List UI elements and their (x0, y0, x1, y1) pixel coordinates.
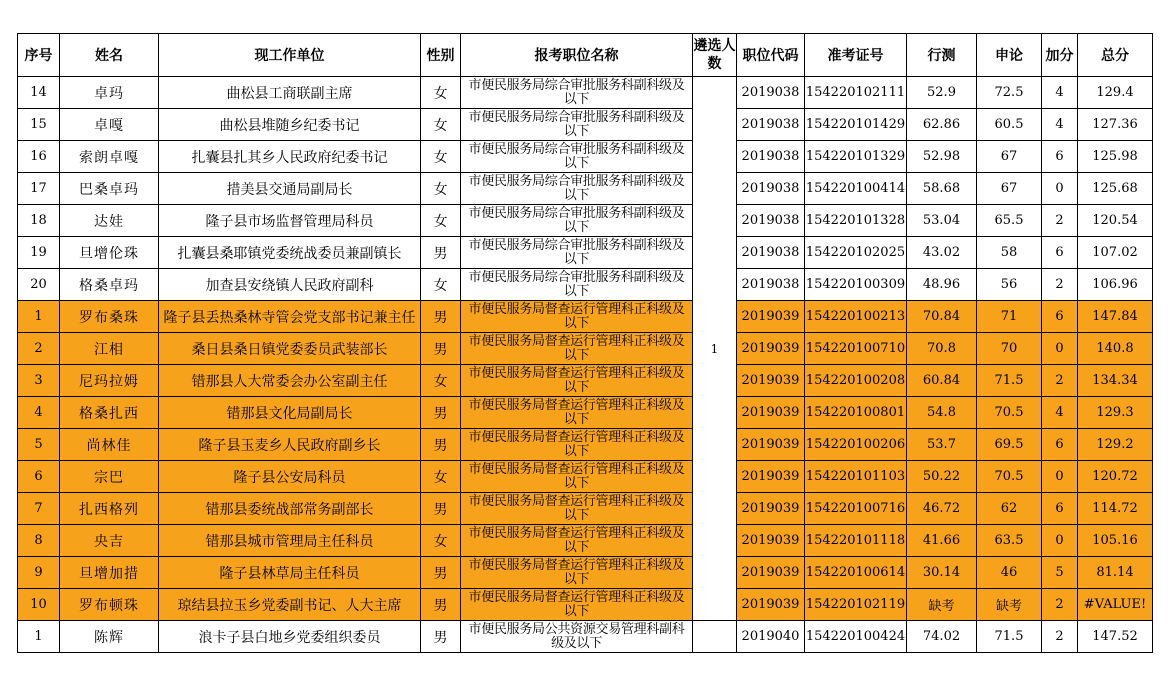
cell-seq: 18 (18, 205, 60, 237)
cell-code: 2019039 (737, 365, 805, 397)
cell-seq: 19 (18, 237, 60, 269)
cell-unit: 曲松县堆随乡纪委书记 (159, 109, 421, 141)
header-xingce: 行测 (907, 34, 977, 77)
cell-total: 81.14 (1078, 557, 1153, 589)
cell-position: 市便民服务局督查运行管理科正科级及以下 (461, 557, 693, 589)
cell-exam-no: 154220100309 (805, 269, 907, 301)
table-row (18, 237, 1153, 269)
table-body (18, 77, 1153, 653)
cell-name: 旦增加措 (60, 557, 159, 589)
cell-code: 2019039 (737, 493, 805, 525)
cell-bonus: 4 (1042, 109, 1078, 141)
cell-xingce: 50.22 (907, 461, 977, 493)
cell-gender: 男 (421, 557, 461, 589)
table-row (18, 461, 1153, 493)
header-code: 职位代码 (737, 34, 805, 77)
header-exam-no: 准考证号 (805, 34, 907, 77)
cell-bonus: 2 (1042, 589, 1078, 621)
cell-exam-no: 154220100801 (805, 397, 907, 429)
cell-unit: 错那县人大常委会办公室副主任 (159, 365, 421, 397)
cell-shenlun: 72.5 (977, 77, 1042, 109)
cell-gender: 男 (421, 237, 461, 269)
cell-total: 147.84 (1078, 301, 1153, 333)
cell-xingce: 53.7 (907, 429, 977, 461)
cell-unit: 琼结县拉玉乡党委副书记、人大主席 (159, 589, 421, 621)
cell-position: 市便民服务局督查运行管理科正科级及以下 (461, 525, 693, 557)
cell-bonus: 6 (1042, 301, 1078, 333)
cell-shenlun: 46 (977, 557, 1042, 589)
cell-xingce: 58.68 (907, 173, 977, 205)
cell-name: 罗布顿珠 (60, 589, 159, 621)
cell-seq: 15 (18, 109, 60, 141)
cell-code: 2019039 (737, 461, 805, 493)
cell-xingce: 70.84 (907, 301, 977, 333)
cell-total: 105.16 (1078, 525, 1153, 557)
cell-total: 107.02 (1078, 237, 1153, 269)
cell-code: 2019038 (737, 109, 805, 141)
cell-name: 罗布桑珠 (60, 301, 159, 333)
cell-xingce: 30.14 (907, 557, 977, 589)
cell-bonus: 2 (1042, 205, 1078, 237)
cell-name: 卓玛 (60, 77, 159, 109)
cell-code: 2019039 (737, 557, 805, 589)
cell-position: 市便民服务局综合审批服务科副科级及以下 (461, 141, 693, 173)
cell-unit: 扎囊县桑耶镇党委统战委员兼副镇长 (159, 237, 421, 269)
cell-name: 卓嘎 (60, 109, 159, 141)
cell-unit: 隆子县市场监督管理局科员 (159, 205, 421, 237)
cell-position: 市便民服务局综合审批服务科副科级及以下 (461, 237, 693, 269)
cell-total: 106.96 (1078, 269, 1153, 301)
cell-name: 巴桑卓玛 (60, 173, 159, 205)
cell-exam-no: 154220101329 (805, 141, 907, 173)
cell-shenlun: 67 (977, 173, 1042, 205)
cell-name: 格桑扎西 (60, 397, 159, 429)
cell-shenlun: 58 (977, 237, 1042, 269)
header-bonus: 加分 (1042, 34, 1078, 77)
cell-bonus: 4 (1042, 397, 1078, 429)
table-row (18, 365, 1153, 397)
table-row (18, 173, 1153, 205)
cell-bonus: 2 (1042, 269, 1078, 301)
cell-position: 市便民服务局综合审批服务科副科级及以下 (461, 77, 693, 109)
cell-unit: 加查县安绕镇人民政府副科 (159, 269, 421, 301)
cell-total: 129.4 (1078, 77, 1153, 109)
cell-code: 2019038 (737, 77, 805, 109)
cell-shenlun: 71.5 (977, 621, 1042, 653)
cell-unit: 隆子县公安局科员 (159, 461, 421, 493)
cell-bonus: 6 (1042, 141, 1078, 173)
cell-position: 市便民服务局督查运行管理科正科级及以下 (461, 493, 693, 525)
header-total: 总分 (1078, 34, 1153, 77)
cell-position: 市便民服务局公共资源交易管理科副科级及以下 (461, 621, 693, 653)
cell-total: 120.72 (1078, 461, 1153, 493)
header-gender: 性别 (421, 34, 461, 77)
cell-unit: 隆子县玉麦乡人民政府副乡长 (159, 429, 421, 461)
cell-seq: 5 (18, 429, 60, 461)
cell-position: 市便民服务局综合审批服务科副科级及以下 (461, 205, 693, 237)
cell-gender: 女 (421, 461, 461, 493)
cell-seq: 3 (18, 365, 60, 397)
cell-seq: 7 (18, 493, 60, 525)
cell-shenlun: 70.5 (977, 461, 1042, 493)
cell-shenlun: 70.5 (977, 397, 1042, 429)
cell-bonus: 2 (1042, 365, 1078, 397)
cell-total: 125.68 (1078, 173, 1153, 205)
cell-shenlun: 70 (977, 333, 1042, 365)
cell-name: 央吉 (60, 525, 159, 557)
cell-xingce: 60.84 (907, 365, 977, 397)
cell-name: 旦增伦珠 (60, 237, 159, 269)
cell-unit: 桑日县桑日镇党委委员武装部长 (159, 333, 421, 365)
cell-shenlun: 69.5 (977, 429, 1042, 461)
cell-bonus: 0 (1042, 525, 1078, 557)
cell-gender: 女 (421, 525, 461, 557)
header-seq: 序号 (18, 34, 60, 77)
cell-total: 147.52 (1078, 621, 1153, 653)
cell-seq: 17 (18, 173, 60, 205)
cell-total: 120.54 (1078, 205, 1153, 237)
table-row (18, 109, 1153, 141)
cell-total: 134.34 (1078, 365, 1153, 397)
cell-exam-no: 154220100716 (805, 493, 907, 525)
cell-bonus: 6 (1042, 493, 1078, 525)
cell-xingce: 54.8 (907, 397, 977, 429)
cell-xingce: 52.9 (907, 77, 977, 109)
header-row (18, 34, 1153, 77)
cell-code: 2019038 (737, 237, 805, 269)
cell-code: 2019039 (737, 333, 805, 365)
cell-exam-no: 154220100710 (805, 333, 907, 365)
cell-exam-no: 154220100424 (805, 621, 907, 653)
table-row (18, 205, 1153, 237)
cell-bonus: 5 (1042, 557, 1078, 589)
cell-xingce: 74.02 (907, 621, 977, 653)
cell-shenlun: 60.5 (977, 109, 1042, 141)
cell-name: 格桑卓玛 (60, 269, 159, 301)
cell-gender: 男 (421, 429, 461, 461)
cell-gender: 男 (421, 589, 461, 621)
cell-bonus: 0 (1042, 173, 1078, 205)
cell-shenlun: 71 (977, 301, 1042, 333)
cell-seq: 1 (18, 621, 60, 653)
cell-position: 市便民服务局综合审批服务科副科级及以下 (461, 173, 693, 205)
cell-position: 市便民服务局督查运行管理科正科级及以下 (461, 301, 693, 333)
header-unit: 现工作单位 (159, 34, 421, 77)
cell-bonus: 0 (1042, 333, 1078, 365)
cell-gender: 男 (421, 397, 461, 429)
cell-seq: 16 (18, 141, 60, 173)
cell-xingce: 48.96 (907, 269, 977, 301)
cell-xingce: 70.8 (907, 333, 977, 365)
cell-xingce: 46.72 (907, 493, 977, 525)
cell-shenlun: 65.5 (977, 205, 1042, 237)
cell-code: 2019039 (737, 397, 805, 429)
cell-name: 扎西格列 (60, 493, 159, 525)
cell-gender: 男 (421, 493, 461, 525)
cell-shenlun: 56 (977, 269, 1042, 301)
cell-code: 2019038 (737, 141, 805, 173)
cell-seq: 1 (18, 301, 60, 333)
cell-shenlun: 62 (977, 493, 1042, 525)
cell-gender: 男 (421, 301, 461, 333)
cell-bonus: 4 (1042, 77, 1078, 109)
table-row (18, 77, 1153, 109)
cell-gender: 女 (421, 365, 461, 397)
cell-position: 市便民服务局综合审批服务科副科级及以下 (461, 109, 693, 141)
cell-total: #VALUE! (1078, 589, 1153, 621)
cell-seq: 10 (18, 589, 60, 621)
cell-gender: 女 (421, 141, 461, 173)
cell-code: 2019039 (737, 301, 805, 333)
cell-xingce: 62.86 (907, 109, 977, 141)
cell-position: 市便民服务局督查运行管理科正科级及以下 (461, 397, 693, 429)
cell-code: 2019038 (737, 269, 805, 301)
cell-name: 达娃 (60, 205, 159, 237)
cell-gender: 男 (421, 621, 461, 653)
cell-unit: 隆子县丢热桑林寺管会党支部书记兼主任 (159, 301, 421, 333)
cell-bonus: 2 (1042, 621, 1078, 653)
cell-exam-no: 154220101328 (805, 205, 907, 237)
cell-exam-no: 154220100213 (805, 301, 907, 333)
cell-shenlun: 71.5 (977, 365, 1042, 397)
cell-name: 尼玛拉姆 (60, 365, 159, 397)
cell-name: 尚林佳 (60, 429, 159, 461)
cell-unit: 扎囊县扎其乡人民政府纪委书记 (159, 141, 421, 173)
cell-gender: 女 (421, 173, 461, 205)
cell-exam-no: 154220101103 (805, 461, 907, 493)
cell-exam-no: 154220100614 (805, 557, 907, 589)
cell-unit: 措美县交通局副局长 (159, 173, 421, 205)
cell-quota: 1 (693, 77, 737, 621)
table-row (18, 333, 1153, 365)
header-quota: 遴选人数 (693, 34, 737, 77)
cell-name: 陈辉 (60, 621, 159, 653)
cell-shenlun: 63.5 (977, 525, 1042, 557)
cell-xingce: 43.02 (907, 237, 977, 269)
cell-bonus: 6 (1042, 429, 1078, 461)
table-row (18, 397, 1153, 429)
cell-position: 市便民服务局督查运行管理科正科级及以下 (461, 365, 693, 397)
cell-code: 2019039 (737, 525, 805, 557)
cell-seq: 8 (18, 525, 60, 557)
cell-code: 2019040 (737, 621, 805, 653)
cell-name: 宗巴 (60, 461, 159, 493)
cell-total: 129.3 (1078, 397, 1153, 429)
cell-seq: 9 (18, 557, 60, 589)
cell-total: 140.8 (1078, 333, 1153, 365)
table-row (18, 269, 1153, 301)
cell-exam-no: 154220101118 (805, 525, 907, 557)
cell-seq: 6 (18, 461, 60, 493)
cell-gender: 女 (421, 109, 461, 141)
table-row (18, 621, 1153, 653)
table-row (18, 493, 1153, 525)
cell-position: 市便民服务局督查运行管理科正科级及以下 (461, 333, 693, 365)
cell-exam-no: 154220101429 (805, 109, 907, 141)
cell-position: 市便民服务局督查运行管理科正科级及以下 (461, 589, 693, 621)
table-row (18, 525, 1153, 557)
cell-name: 索朗卓嘎 (60, 141, 159, 173)
table-row (18, 589, 1153, 621)
cell-code: 2019038 (737, 173, 805, 205)
cell-code: 2019039 (737, 429, 805, 461)
cell-total: 129.2 (1078, 429, 1153, 461)
cell-xingce: 41.66 (907, 525, 977, 557)
cell-unit: 隆子县林草局主任科员 (159, 557, 421, 589)
cell-seq: 4 (18, 397, 60, 429)
cell-unit: 错那县城市管理局主任科员 (159, 525, 421, 557)
results-table (17, 33, 1153, 653)
header-name: 姓名 (60, 34, 159, 77)
cell-gender: 女 (421, 205, 461, 237)
table-row (18, 141, 1153, 173)
cell-position: 市便民服务局督查运行管理科正科级及以下 (461, 429, 693, 461)
table-row (18, 301, 1153, 333)
cell-seq: 20 (18, 269, 60, 301)
cell-bonus: 6 (1042, 237, 1078, 269)
cell-exam-no: 154220102119 (805, 589, 907, 621)
cell-unit: 浪卡子县白地乡党委组织委员 (159, 621, 421, 653)
cell-seq: 2 (18, 333, 60, 365)
cell-exam-no: 154220100414 (805, 173, 907, 205)
cell-code: 2019039 (737, 589, 805, 621)
cell-name: 江相 (60, 333, 159, 365)
cell-quota-empty (693, 621, 737, 653)
cell-total: 127.36 (1078, 109, 1153, 141)
cell-bonus: 0 (1042, 461, 1078, 493)
cell-gender: 男 (421, 333, 461, 365)
cell-shenlun: 缺考 (977, 589, 1042, 621)
cell-position: 市便民服务局督查运行管理科正科级及以下 (461, 461, 693, 493)
cell-unit: 曲松县工商联副主席 (159, 77, 421, 109)
header-position: 报考职位名称 (461, 34, 693, 77)
cell-exam-no: 154220102111 (805, 77, 907, 109)
cell-total: 114.72 (1078, 493, 1153, 525)
cell-seq: 14 (18, 77, 60, 109)
cell-total: 125.98 (1078, 141, 1153, 173)
header-shenlun: 申论 (977, 34, 1042, 77)
cell-xingce: 53.04 (907, 205, 977, 237)
cell-code: 2019038 (737, 205, 805, 237)
cell-exam-no: 154220102025 (805, 237, 907, 269)
cell-xingce: 缺考 (907, 589, 977, 621)
table-row (18, 429, 1153, 461)
cell-unit: 错那县委统战部常务副部长 (159, 493, 421, 525)
table-row (18, 557, 1153, 589)
cell-exam-no: 154220100208 (805, 365, 907, 397)
cell-exam-no: 154220100206 (805, 429, 907, 461)
cell-shenlun: 67 (977, 141, 1042, 173)
cell-gender: 女 (421, 77, 461, 109)
cell-position: 市便民服务局综合审批服务科副科级及以下 (461, 269, 693, 301)
cell-gender: 女 (421, 269, 461, 301)
cell-xingce: 52.98 (907, 141, 977, 173)
cell-unit: 错那县文化局副局长 (159, 397, 421, 429)
